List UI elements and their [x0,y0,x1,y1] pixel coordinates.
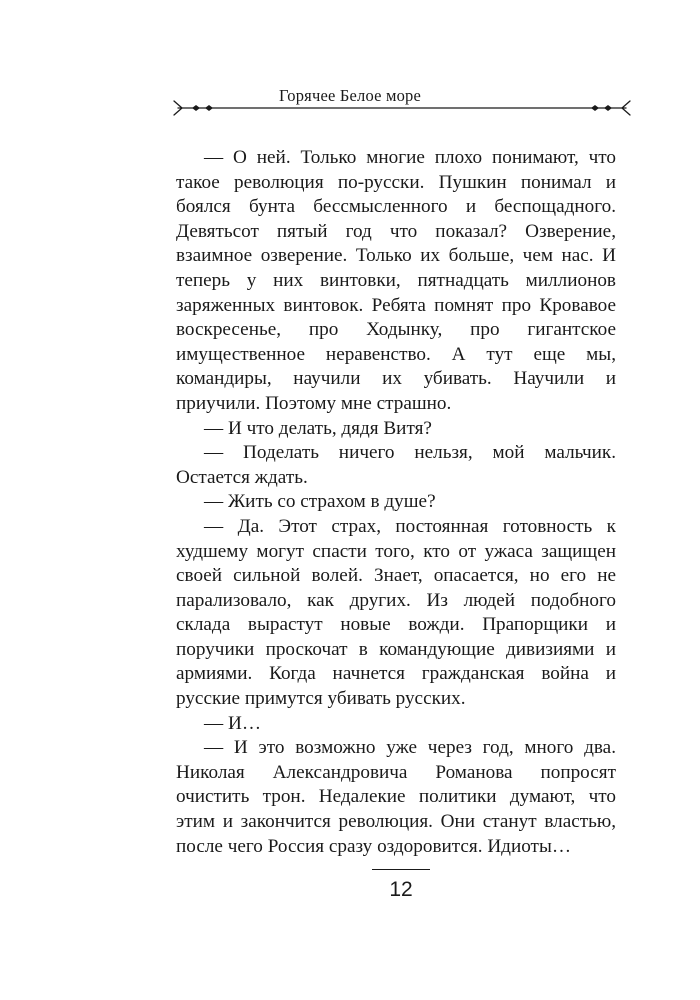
paragraph: — Жить со страхом в душе? [204,491,436,513]
paragraph: — Поделать ничего нельзя, мой мальчик. Остается ждать. [176,442,616,488]
page-number: 12 [389,878,413,901]
paragraph: — О ней. Только многие плохо понимают, что такое революция по-русски. Пушкин понимал и боялся бунта бессмысленного и беспощадного. Девятьсот пятый год что показал? Озверение, взаимное озверение. Только их больше, чем нас. И теперь у них винтовки, пятнадцать миллионов заряженных винтовок. Ребята помнят про Кровавое воскресенье, про Ходынку, про гигантское имущественное неравенство. А тут еще мы, командиры, научили их убивать. Научили и приучили. Поэтому мне страшно. [176,147,616,414]
arrow-rule-with-diamonds-icon [172,96,632,120]
paragraph: — И… [204,712,262,734]
folio-rule [372,869,430,870]
paragraph: — И что делать, дядя Витя? [204,417,432,439]
body-text [176,146,616,859]
running-title: Горячее Белое море [278,86,422,105]
paragraph: — И это возможно уже через год, много два. Николая Александровича Романова попросят очистить трон. Недалекие политики думают, что этим и закончится революция. Они станут властью, после чего Россия сразу оздоровится. Идиоты… [176,737,616,857]
paragraph: — Да. Этот страх, постоянная готовность к худшему могут спасти того, кто от ужаса защищен своей сильной волей. Знает, опасается, но его не парализовало, как других. Из людей подобного склада вырастут новые вожди. Прапорщики и поручики проскочат в командующие дивизиями и армиями. Когда начнется гражданская война и русские примутся убивать русских. [176,515,616,710]
